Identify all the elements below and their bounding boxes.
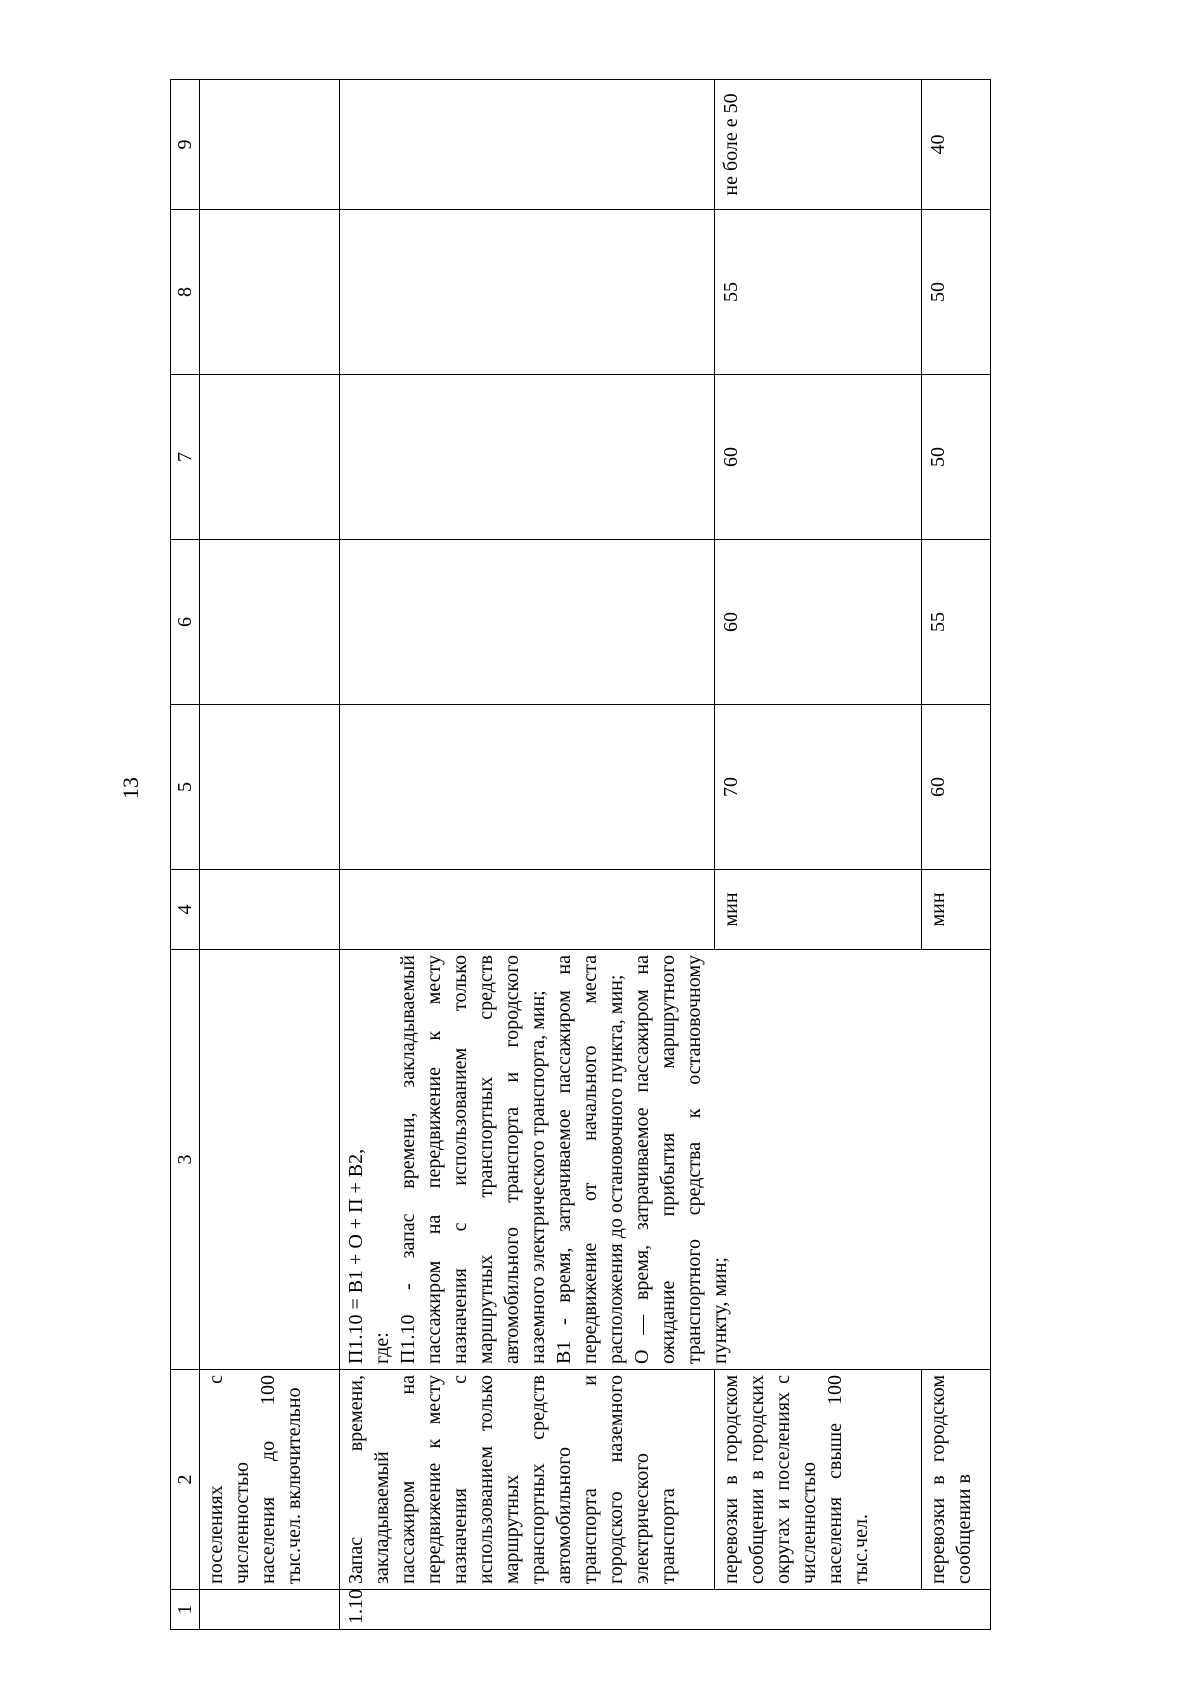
cell-label: перевозки в городском сообщении в [922, 1370, 991, 1590]
cell-v5: 70 [715, 705, 922, 870]
cell-label: поселениях с численностью населения до 100 тыс.чел. включительно [200, 1370, 340, 1590]
cell-unit [200, 870, 340, 950]
cell-v9 [340, 80, 715, 210]
cell-v5: 60 [922, 705, 991, 870]
header-row [171, 80, 200, 1630]
cell-unit: мин [922, 870, 991, 950]
cell-v6: 60 [715, 540, 922, 705]
cell-v6 [340, 540, 715, 705]
cell-num [200, 1590, 340, 1630]
header-col-6: 6 [171, 540, 200, 705]
cell-v8 [200, 210, 340, 375]
landscape-table-container [170, 80, 1075, 1630]
header-col-4: 4 [171, 870, 200, 950]
cell-v6: 55 [922, 540, 991, 705]
table-row-1-10 [340, 80, 715, 1630]
cell-label: перевозки в городском сообщении в городских округах и поселениях с численностью населения свыше 100 тыс.чел. [715, 1370, 922, 1590]
header-col-7: 7 [171, 375, 200, 540]
cell-v7 [200, 375, 340, 540]
cell-unit: мин [715, 870, 922, 950]
cell-v9: 40 [922, 80, 991, 210]
cell-label: Запас времени, закладываемый пассажиром на передвижение к месту назначения с использованием только маршрутных транспортных средств автомобильного транспорта и городского наземного электрического транспорта [340, 1370, 715, 1590]
header-col-9: 9 [171, 80, 200, 210]
cell-formula: П1.10 = В1 + О + П + В2, где: П1.10 - запас времени, закладываемый пассажиром на передвижение к месту назначения с использованием только маршрутных транспортных средств автомобильного транспорта и городского наземного электрического транспорта, мин; В1 - время, затрачиваемое пассажиром на передвижение от начального места расположения до остановочного пункта, мин; О — время, затрачиваемое пассажиром на ожидание прибытия маршрутного транспортного средства к остановочному пункту, мин; [340, 950, 991, 1370]
table-row-subrow-b [922, 80, 991, 1630]
header-col-3: 3 [171, 950, 200, 1370]
cell-v9 [200, 80, 340, 210]
norms-table [170, 79, 991, 1630]
header-col-8: 8 [171, 210, 200, 375]
table-row-subrow-a [715, 80, 922, 1630]
cell-v7 [340, 375, 715, 540]
header-col-5: 5 [171, 705, 200, 870]
cell-v7: 50 [922, 375, 991, 540]
header-col-2: 2 [171, 1370, 200, 1590]
cell-unit [340, 870, 715, 950]
cell-num: 1.10 [340, 1590, 991, 1630]
cell-v9: не боле е 50 [715, 80, 922, 210]
cell-v5 [200, 705, 340, 870]
header-col-1: 1 [171, 1590, 200, 1630]
cell-v7: 60 [715, 375, 922, 540]
cell-v6 [200, 540, 340, 705]
cell-formula [200, 950, 340, 1370]
cell-v8: 55 [715, 210, 922, 375]
page-number: 13 [118, 777, 143, 799]
cell-v8 [340, 210, 715, 375]
cell-v8: 50 [922, 210, 991, 375]
table-row-continued [200, 80, 340, 1630]
cell-v5 [340, 705, 715, 870]
